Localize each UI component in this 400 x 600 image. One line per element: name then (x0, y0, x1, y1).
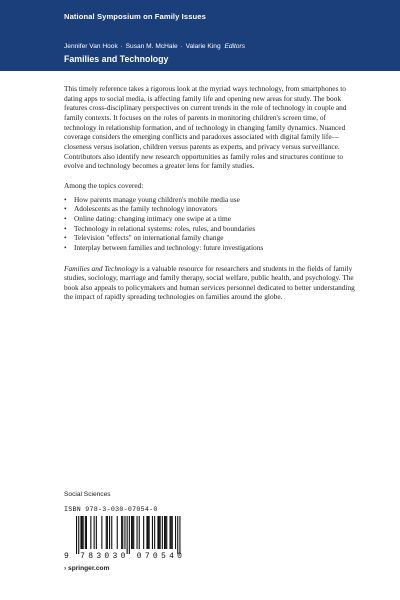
intro-paragraph: This timely reference takes a rigorous look at the myriad ways technology, from smartphones to dating apps to social media, is affecting family life and opening new areas for study. The book features cross-disciplinary perspectives on current trends in the role of technology in couple and family contexts. It focuses on the roles of parents in monitoring children's screen time, of technology in relationship formation, and of technology in changing family dynamics. Nuanced coverage considers the emerging conflicts and paradoxes associated with digital family life—closeness versus isolation, children versus parents as experts, and privacy versus surveillance. Contributors also identify new research opportunities as family roles and structures continue to evolve and technology becomes a greater lens for family studies. (64, 84, 347, 171)
barcode-bar (121, 516, 122, 549)
barcode-bar (139, 516, 140, 549)
back-cover-blurb (64, 84, 360, 312)
barcode-bar (162, 516, 163, 549)
barcode-bar (82, 516, 83, 549)
barcode-bar (154, 516, 155, 549)
barcode-bar (83, 516, 84, 549)
barcode-bar (106, 516, 107, 549)
topic-item: • Adolescents as the family technology innovators (64, 204, 360, 214)
barcode-bar (152, 516, 153, 549)
closing-paragraph (64, 264, 360, 303)
barcode-bar (124, 516, 125, 549)
barcode-bar (96, 516, 97, 549)
barcode-bar (146, 516, 147, 549)
publisher-website-link[interactable]: › springer.com (64, 565, 110, 572)
barcode-bar (137, 516, 138, 549)
barcode-bar (129, 516, 130, 554)
topics-list (64, 195, 360, 253)
barcode-bar (157, 516, 158, 549)
barcode-bar (149, 516, 150, 549)
barcode-bar (170, 516, 171, 549)
barcode-bar (179, 516, 180, 554)
barcode-bar (143, 516, 144, 549)
barcode-block (64, 505, 185, 560)
barcode-bar (85, 516, 86, 549)
editors-role: Editors (224, 43, 246, 50)
barcode-bar (159, 516, 160, 549)
barcode-bar (90, 516, 91, 549)
barcode-bar (111, 516, 112, 549)
barcode-bar (78, 516, 79, 554)
barcode-digits: 9 783030 070540 (64, 552, 182, 560)
barcode-bar (127, 516, 128, 554)
editor-name: Susan M. McHale (125, 43, 178, 50)
barcode-bar (177, 516, 178, 554)
topic-item: • Interplay between families and technology: future investigations (64, 243, 360, 253)
barcode-bar (107, 516, 108, 549)
topic-item: • Technology in relational systems: roles, rules, and boundaries (64, 224, 360, 234)
barcode-bar (80, 516, 81, 549)
isbn-barcode (64, 516, 185, 560)
barcode-bar (171, 516, 172, 549)
barcode-bar (101, 516, 102, 549)
topic-item: • Television "effects" on international family change (64, 233, 360, 243)
closing-text: is a valuable resource for researchers and students in the fields of family studies, sociology, marriage and family therapy, social welfare, public health, and psychology. The book also appeals to policymakers and human services personnel dedicated to better understanding the impact of rapidly spreading technologies on families around the globe. (64, 263, 355, 302)
editor-name: Jennifer Van Hook (64, 43, 118, 50)
topics-heading: Among the topics covered: (64, 180, 144, 190)
isbn-label: ISBN 978-3-030-07054-0 (64, 506, 158, 513)
barcode-bar (175, 516, 176, 549)
barcode-bar (160, 516, 161, 549)
subject-category: Social Sciences (64, 491, 111, 498)
barcode-bar (117, 516, 118, 549)
header-band (0, 0, 400, 71)
editor-name: Valarie King (185, 43, 221, 50)
barcode-bar (133, 516, 134, 549)
barcode-bar (172, 516, 173, 549)
barcode-bar (166, 516, 167, 549)
barcode-bar (86, 516, 87, 549)
editors-line: Jennifer Van Hook · Susan M. McHale · Valarie King Editors (64, 43, 246, 50)
barcode-bar (132, 516, 133, 549)
book-title: Families and Technology (64, 54, 169, 64)
barcode-bar (131, 516, 132, 549)
barcode-bar (165, 516, 166, 549)
barcode-bar (109, 516, 110, 549)
barcode-bar (122, 516, 123, 549)
closing-book-title: Families and Technology (64, 263, 138, 273)
barcode-bar (94, 516, 95, 549)
barcode-bar (164, 516, 165, 549)
topic-item: • Online dating: changing intimacy one swipe at a time (64, 214, 360, 224)
barcode-bar (148, 516, 149, 549)
barcode-bar (76, 516, 77, 554)
topic-item: • How parents manage young children's mobile media use (64, 195, 360, 205)
series-title: National Symposium on Family Issues (64, 12, 206, 21)
